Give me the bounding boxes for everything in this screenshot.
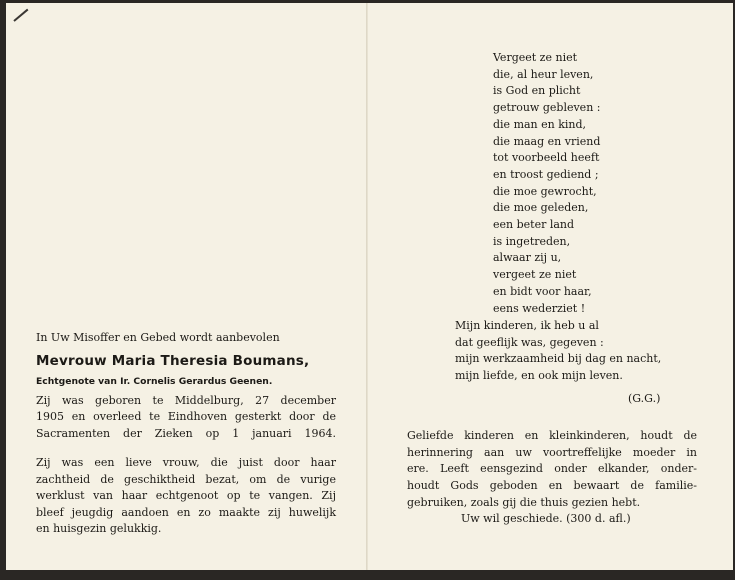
closing-paragraph — [407, 428, 697, 512]
poem-line: die, al heur leven, — [493, 67, 594, 81]
character-paragraph — [36, 455, 336, 538]
closing-line: Geliefde kinderen en kleinkinderen, houdt de — [407, 429, 697, 442]
poem-line: die moe gewrocht, — [493, 184, 597, 198]
card-fold — [366, 3, 368, 570]
biography-paragraph — [36, 393, 336, 443]
verse-line: dat geeflijk was, gegeven : — [455, 335, 604, 349]
biography-line: 1905 en overleed te Eindhoven gesterkt door de — [36, 410, 336, 423]
poem-line: is God en plicht — [493, 84, 581, 98]
character-line: Zij was een lieve vrouw, die juist door haar — [36, 456, 336, 469]
verse-line: mijn werkzaamheid bij dag en nacht, — [455, 352, 662, 366]
verse-line: Mijn kinderen, ik heb u al — [455, 319, 599, 332]
indulgence-line: Uw wil geschiede. (300 d. afl.) — [461, 512, 631, 525]
poem-line: alwaar zij u, — [493, 251, 562, 265]
poem-line: eens wederziet ! — [493, 301, 586, 315]
poem-line: die moe geleden, — [493, 201, 589, 215]
character-line: zachtheid de geschiktheid bezat, om de vurige — [36, 472, 336, 486]
poem-line: vergeet ze niet — [493, 268, 577, 282]
spouse-line: Echtgenote van Ir. Cornelis Gerardus Geenen. — [36, 375, 273, 387]
biography-line: Zij was geboren te Middelburg, 27 december — [36, 393, 336, 407]
poem-line: en troost gediend ; — [493, 167, 599, 181]
closing-line: gebruiken, zoals gij die thuis gezien hebt. — [407, 495, 641, 509]
poem-line: die maag en vriend — [493, 134, 601, 148]
deceased-name: Mevrouw Maria Theresia Boumans, — [36, 352, 310, 369]
biography-line: Sacramenten der Zieken op 1 januari 1964. — [36, 426, 336, 440]
verse-line: mijn liefde, en ook mijn leven. — [455, 369, 623, 383]
character-line: bleef jeugdig aandoen en zo maakte zij huwelijk — [36, 505, 336, 519]
verse — [455, 318, 665, 385]
poem-line: en bidt voor haar, — [493, 284, 592, 298]
poem-line: die man en kind, — [493, 117, 587, 131]
closing-line: houdt Gods geboden en bewaart de familie- — [407, 479, 697, 493]
poem-line: is ingetreden, — [493, 234, 571, 248]
closing-line: ere. Leeft eensgezind onder elkander, onder- — [407, 462, 697, 476]
recommendation-line: In Uw Misoffer en Gebed wordt aanbevolen — [36, 331, 280, 344]
character-line: en huisgezin gelukkig. — [36, 522, 162, 535]
poem — [493, 50, 653, 317]
character-line: werklust van haar echtgenoot op te vangen. Zij — [36, 489, 336, 502]
poem-line: getrouw gebleven : — [493, 101, 601, 115]
verse-author: (G.G.) — [628, 392, 661, 405]
poem-line: een beter land — [493, 218, 575, 232]
poem-line: Vergeet ze niet — [493, 51, 578, 64]
poem-line: tot voorbeeld heeft — [493, 151, 600, 165]
left-panel — [36, 330, 336, 538]
closing-line: herinnering aan uw voortreffelijke moeder in — [407, 445, 697, 459]
